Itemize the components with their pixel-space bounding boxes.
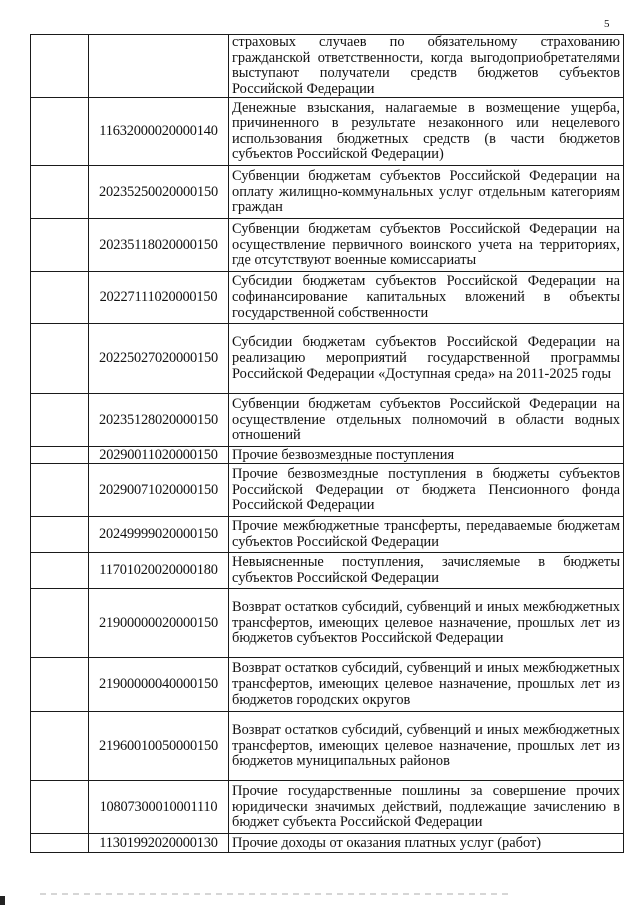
revenue-description: Денежные взыскания, налагаемые в возмещение ущерба, причиненного в результате незаконного или нецелевого использования бюджетных средств (в части бюджетов субъектов Российской Федерации) bbox=[229, 98, 624, 166]
revenue-code: 20225027020000150 bbox=[89, 324, 229, 394]
revenue-code: 20290011020000150 bbox=[89, 447, 229, 464]
revenue-code: 20227111020000150 bbox=[89, 272, 229, 324]
blank-cell bbox=[31, 589, 89, 658]
table-row bbox=[31, 589, 624, 658]
table-row bbox=[31, 98, 624, 166]
revenue-code bbox=[89, 35, 229, 98]
blank-cell bbox=[31, 324, 89, 394]
revenue-code: 11701020020000180 bbox=[89, 553, 229, 589]
blank-cell bbox=[31, 781, 89, 834]
blank-cell bbox=[31, 464, 89, 517]
revenue-description: Возврат остатков субсидий, субвенций и иных межбюджетных трансфертов, имеющих целевое назначение, прошлых лет из бюджетов городских округов bbox=[229, 658, 624, 712]
revenue-description: Субсидии бюджетам субъектов Российской Федерации на софинансирование капитальных вложений в объекты государственной собственности bbox=[229, 272, 624, 324]
table-row bbox=[31, 834, 624, 853]
revenue-description: Прочие межбюджетные трансферты, передаваемые бюджетам субъектов Российской Федерации bbox=[229, 517, 624, 553]
revenue-code: 20290071020000150 bbox=[89, 464, 229, 517]
blank-cell bbox=[31, 553, 89, 589]
table-row bbox=[31, 35, 624, 98]
revenue-description: Возврат остатков субсидий, субвенций и иных межбюджетных трансфертов, имеющих целевое назначение, прошлых лет из бюджетов субъектов Российской Федерации bbox=[229, 589, 624, 658]
revenue-code: 11301992020000130 bbox=[89, 834, 229, 853]
table-row bbox=[31, 517, 624, 553]
page-number: 5 bbox=[604, 18, 610, 30]
scan-artifact bbox=[40, 893, 510, 895]
revenue-description: Прочие государственные пошлины за совершение прочих юридически значимых действий, подлежащие зачислению в бюджет субъекта Российской Федерации bbox=[229, 781, 624, 834]
blank-cell bbox=[31, 394, 89, 447]
revenue-code: 21900000040000150 bbox=[89, 658, 229, 712]
revenue-description: Субсидии бюджетам субъектов Российской Федерации на реализацию мероприятий государственной программы Российской Федерации «Доступная среда» на 2011-2025 годы bbox=[229, 324, 624, 394]
revenue-description: Невыясненные поступления, зачисляемые в бюджеты субъектов Российской Федерации bbox=[229, 553, 624, 589]
blank-cell bbox=[31, 658, 89, 712]
revenue-description: Прочие доходы от оказания платных услуг (работ) bbox=[229, 834, 624, 853]
blank-cell bbox=[31, 166, 89, 219]
table-row bbox=[31, 324, 624, 394]
revenue-description: Прочие безвозмездные поступления bbox=[229, 447, 624, 464]
blank-cell bbox=[31, 447, 89, 464]
revenue-code: 11632000020000140 bbox=[89, 98, 229, 166]
revenue-code: 10807300010001110 bbox=[89, 781, 229, 834]
revenue-code: 21960010050000150 bbox=[89, 712, 229, 781]
table-row bbox=[31, 712, 624, 781]
blank-cell bbox=[31, 35, 89, 98]
revenue-description: Прочие безвозмездные поступления в бюджеты субъектов Российской Федерации от бюджета Пенсионного фонда Российской Федерации bbox=[229, 464, 624, 517]
table-row bbox=[31, 553, 624, 589]
table-row bbox=[31, 447, 624, 464]
revenue-description: Субвенции бюджетам субъектов Российской Федерации на осуществление первичного воинского учета на территориях, где отсутствуют военные комиссариаты bbox=[229, 219, 624, 272]
blank-cell bbox=[31, 517, 89, 553]
blank-cell bbox=[31, 834, 89, 853]
blank-cell bbox=[31, 272, 89, 324]
table-row bbox=[31, 464, 624, 517]
revenue-code: 20235118020000150 bbox=[89, 219, 229, 272]
table-row bbox=[31, 219, 624, 272]
table-row bbox=[31, 781, 624, 834]
revenue-code: 20235250020000150 bbox=[89, 166, 229, 219]
revenue-code: 21900000020000150 bbox=[89, 589, 229, 658]
table-row bbox=[31, 166, 624, 219]
revenue-code: 20249999020000150 bbox=[89, 517, 229, 553]
table-row bbox=[31, 658, 624, 712]
table-row bbox=[31, 394, 624, 447]
revenue-description: страховых случаев по обязательному страхованию гражданской ответственности, когда выгодоприобретателями выступают получатели средств бюджетов субъектов Российской Федерации bbox=[229, 35, 624, 98]
blank-cell bbox=[31, 219, 89, 272]
revenue-codes-table bbox=[30, 34, 624, 853]
table-row bbox=[31, 272, 624, 324]
revenue-code: 20235128020000150 bbox=[89, 394, 229, 447]
blank-cell bbox=[31, 98, 89, 166]
revenue-description: Возврат остатков субсидий, субвенций и иных межбюджетных трансфертов, имеющих целевое назначение, прошлых лет из бюджетов муниципальных районов bbox=[229, 712, 624, 781]
revenue-description: Субвенции бюджетам субъектов Российской Федерации на осуществление отдельных полномочий в области водных отношений bbox=[229, 394, 624, 447]
scan-edge-mark bbox=[0, 896, 5, 905]
blank-cell bbox=[31, 712, 89, 781]
revenue-description: Субвенции бюджетам субъектов Российской Федерации на оплату жилищно-коммунальных услуг отдельным категориям граждан bbox=[229, 166, 624, 219]
